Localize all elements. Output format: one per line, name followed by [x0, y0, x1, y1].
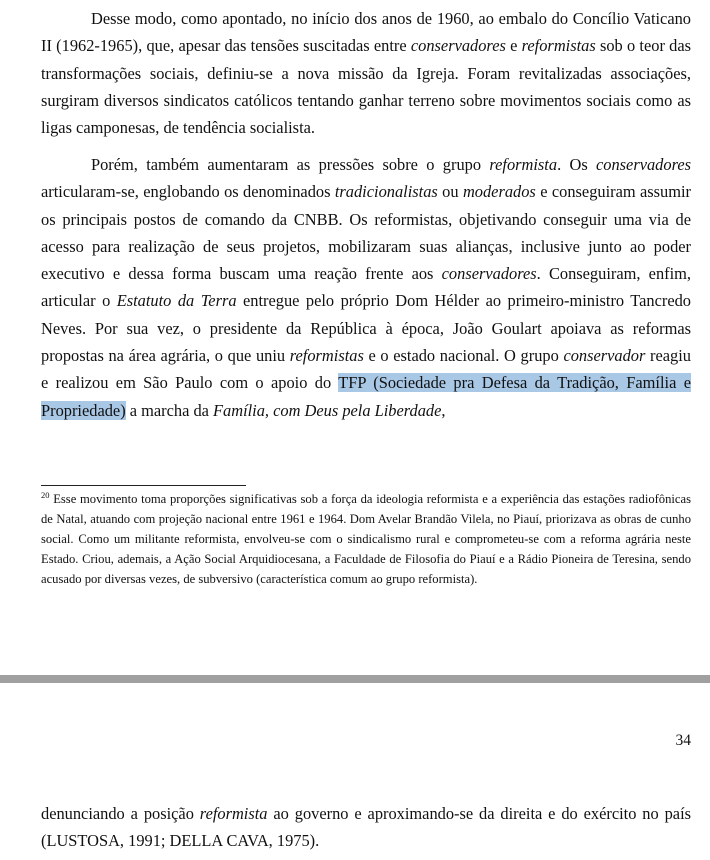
- italic-term: conservadores: [596, 155, 691, 174]
- text-run: e: [505, 36, 522, 56]
- italic-term: conservador: [563, 346, 646, 366]
- text-run: Porém, também aumentaram as pressões sobre o grupo: [91, 155, 490, 174]
- italic-term: conservadores: [441, 264, 537, 284]
- text-run: ou: [437, 182, 463, 202]
- text-run: Desse modo, como apontado, no início dos anos de 1960, ao embalo do Concílio Vaticano II (1962-1965), que, apesar das tensões suscitadas entre: [41, 9, 691, 56]
- text-run: reagiu e realizou em São Paulo com o apoio do: [41, 346, 691, 393]
- page-break-divider: [0, 675, 710, 683]
- italic-term: conservadores: [410, 36, 506, 56]
- paragraph-1: [41, 5, 691, 141]
- text-run: sob o teor das transformações sociais, definiu-se a nova missão da Igreja. Foram revitalizadas associações, surgiram diversos sindicatos católicos tentando ganhar terreno sobre movimentos sociais como as ligas camponesas, de tendência socialista.: [41, 36, 692, 138]
- text-run: . Os: [557, 155, 597, 174]
- footnote-text: Esse movimento toma proporções significativas sob a força da ideologia reformista e a experiência das estações radiofônicas de Natal, atuando com projeção nacional entre 1961 e 1964. Dom Avelar Brandão Vilela, no Piauí, priorizava as obras de cunho social. Como um militante reformista, envolveu-se com o sindicalismo rural e comprometeu-se com a reforma agrária neste Estado. Criou, ademais, a Ação Social Arquidiocesana, a Faculdade de Filosofia do Piauí e a Rádio Pioneira de Teresina, sendo acusado por diversas vezes, de subversivo (característica comum ao grupo reformista).: [41, 492, 691, 586]
- highlighted-text-selection[interactable]: TFP (Sociedade pra Defesa da Tradição, Família e Propriedade): [41, 373, 691, 420]
- text-run: . Conseguiram, enfim, articular o: [41, 264, 691, 311]
- paragraph-3: [41, 800, 691, 855]
- footnote-number: 20: [41, 490, 50, 500]
- text-run: e o estado nacional. O grupo: [363, 346, 564, 366]
- text-run: denunciando a posição: [41, 804, 200, 823]
- italic-term: moderados: [462, 182, 536, 202]
- text-run: ,: [441, 400, 446, 420]
- footnote-20: [41, 489, 691, 589]
- italic-term: Família, com Deus pela Liberdade: [213, 400, 442, 420]
- text-run: articularam-se, englobando os denominados: [41, 182, 335, 202]
- paragraph-2: [41, 151, 691, 424]
- italic-term: reformista: [199, 804, 268, 823]
- italic-term: Estatuto da Terra: [116, 291, 237, 311]
- italic-term: reformistas: [521, 36, 596, 56]
- text-run: entregue pelo próprio Dom Hélder ao primeiro-ministro Tancredo Neves. Por sua vez, o presidente da República à época, João Goulart apoiava as reformas propostas na área agrária, o que uniu: [41, 291, 692, 366]
- italic-term: reformistas: [289, 346, 364, 366]
- footnote-separator: [41, 485, 246, 486]
- italic-term: tradicionalistas: [334, 182, 438, 202]
- page-number: 34: [675, 732, 691, 749]
- text-run: a marcha da: [125, 400, 214, 420]
- text-run: ao governo e aproximando-se da direita e do exército no país (LUSTOSA, 1991; DELLA CAVA, 1975).: [41, 804, 692, 851]
- text-run: e conseguiram assumir os principais postos de comando da CNBB. Os reformistas, objetivando conseguir uma via de acesso para realização de seus projetos, mobilizaram suas alianças, inclusive junto ao poder executivo e dessa forma buscam uma reação frente aos: [41, 182, 692, 284]
- italic-term: reformista: [489, 155, 558, 174]
